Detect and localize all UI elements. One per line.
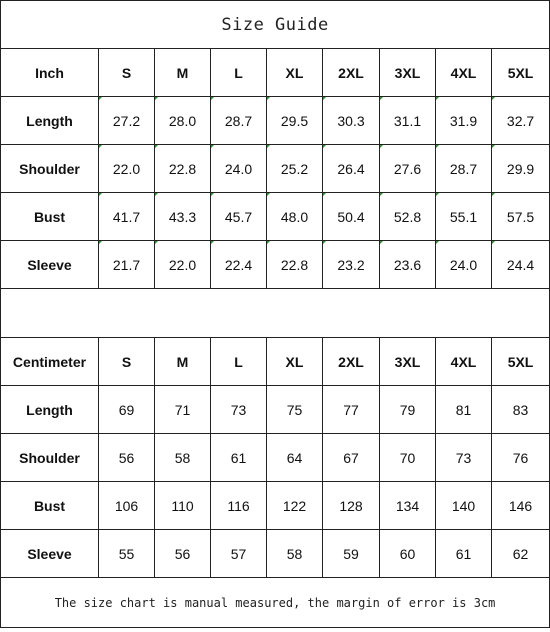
table-cell: 50.4 (323, 193, 380, 241)
table-cell: 30.3 (323, 97, 380, 145)
table-cell: 116 (211, 482, 267, 530)
table-cell: 57.5 (492, 193, 550, 241)
table-cell: 52.8 (380, 193, 436, 241)
inch-unit-label: Inch (1, 49, 99, 97)
size-header-xl: XL (267, 338, 323, 386)
table-cell: 31.1 (380, 97, 436, 145)
table-cell: 28.7 (436, 145, 492, 193)
table-cell: 73 (211, 386, 267, 434)
table-cell: 110 (155, 482, 211, 530)
table-cell: 29.5 (267, 97, 323, 145)
table-cell: 140 (436, 482, 492, 530)
table-cell: 24.0 (211, 145, 267, 193)
size-header-l: L (211, 49, 267, 97)
size-header-3xl: 3XL (380, 338, 436, 386)
table-cell: 58 (267, 530, 323, 578)
table-cell: 31.9 (436, 97, 492, 145)
table-cell: 64 (267, 434, 323, 482)
table-cell: 26.4 (323, 145, 380, 193)
table-cell: 134 (380, 482, 436, 530)
row-label-length: Length (1, 386, 99, 434)
table-cell: 146 (492, 482, 550, 530)
footnote-row (1, 578, 550, 628)
table-cell: 60 (380, 530, 436, 578)
table-cell: 22.4 (211, 241, 267, 289)
table-cell: 24.0 (436, 241, 492, 289)
row-label-shoulder: Shoulder (1, 434, 99, 482)
table-cell: 22.0 (99, 145, 155, 193)
section-spacer (1, 289, 550, 338)
table-cell: 45.7 (211, 193, 267, 241)
table-cell: 69 (99, 386, 155, 434)
table-cell: 70 (380, 434, 436, 482)
table-cell: 73 (436, 434, 492, 482)
table-cell: 77 (323, 386, 380, 434)
footnote: The size chart is manual measured, the margin of error is 3cm (1, 578, 550, 628)
row-label-sleeve: Sleeve (1, 530, 99, 578)
page-title: Size Guide (1, 1, 550, 49)
size-header-2xl: 2XL (323, 338, 380, 386)
table-cell: 62 (492, 530, 550, 578)
table-cell: 22.8 (267, 241, 323, 289)
table-row (1, 482, 550, 530)
table-cell: 28.0 (155, 97, 211, 145)
table-cell: 22.0 (155, 241, 211, 289)
table-cell: 61 (211, 434, 267, 482)
table-cell: 23.2 (323, 241, 380, 289)
table-row (1, 434, 550, 482)
row-label-bust: Bust (1, 482, 99, 530)
table-cell: 29.9 (492, 145, 550, 193)
table-row (1, 530, 550, 578)
table-cell: 128 (323, 482, 380, 530)
size-header-s: S (99, 49, 155, 97)
table-cell: 55 (99, 530, 155, 578)
table-row (1, 193, 550, 241)
table-cell: 81 (436, 386, 492, 434)
table-cell: 41.7 (99, 193, 155, 241)
table-cell: 24.4 (492, 241, 550, 289)
size-header-xl: XL (267, 49, 323, 97)
table-row (1, 97, 550, 145)
size-header-l: L (211, 338, 267, 386)
table-row (1, 145, 550, 193)
table-cell: 67 (323, 434, 380, 482)
row-label-sleeve: Sleeve (1, 241, 99, 289)
size-header-3xl: 3XL (380, 49, 436, 97)
row-label-shoulder: Shoulder (1, 145, 99, 193)
table-cell: 23.6 (380, 241, 436, 289)
table-cell: 59 (323, 530, 380, 578)
table-cell: 61 (436, 530, 492, 578)
size-header-m: M (155, 49, 211, 97)
table-row (1, 241, 550, 289)
table-cell: 55.1 (436, 193, 492, 241)
table-cell: 27.2 (99, 97, 155, 145)
table-cell: 22.8 (155, 145, 211, 193)
table-cell: 106 (99, 482, 155, 530)
table-cell: 27.6 (380, 145, 436, 193)
spacer-cell (1, 289, 550, 338)
size-header-5xl: 5XL (492, 49, 550, 97)
table-cell: 71 (155, 386, 211, 434)
size-header-m: M (155, 338, 211, 386)
row-label-length: Length (1, 97, 99, 145)
table-cell: 25.2 (267, 145, 323, 193)
table-cell: 28.7 (211, 97, 267, 145)
table-cell: 48.0 (267, 193, 323, 241)
size-header-5xl: 5XL (492, 338, 550, 386)
size-header-s: S (99, 338, 155, 386)
centimeter-unit-label: Centimeter (1, 338, 99, 386)
table-cell: 43.3 (155, 193, 211, 241)
size-header-4xl: 4XL (436, 338, 492, 386)
table-cell: 57 (211, 530, 267, 578)
table-cell: 122 (267, 482, 323, 530)
table-cell: 76 (492, 434, 550, 482)
table-cell: 58 (155, 434, 211, 482)
table-cell: 75 (267, 386, 323, 434)
table-row (1, 386, 550, 434)
table-cell: 79 (380, 386, 436, 434)
size-header-4xl: 4XL (436, 49, 492, 97)
table-cell: 21.7 (99, 241, 155, 289)
centimeter-header-row (1, 338, 550, 386)
row-label-bust: Bust (1, 193, 99, 241)
inch-header-row (1, 49, 550, 97)
table-cell: 83 (492, 386, 550, 434)
table-cell: 56 (155, 530, 211, 578)
table-cell: 32.7 (492, 97, 550, 145)
table-cell: 56 (99, 434, 155, 482)
size-header-2xl: 2XL (323, 49, 380, 97)
